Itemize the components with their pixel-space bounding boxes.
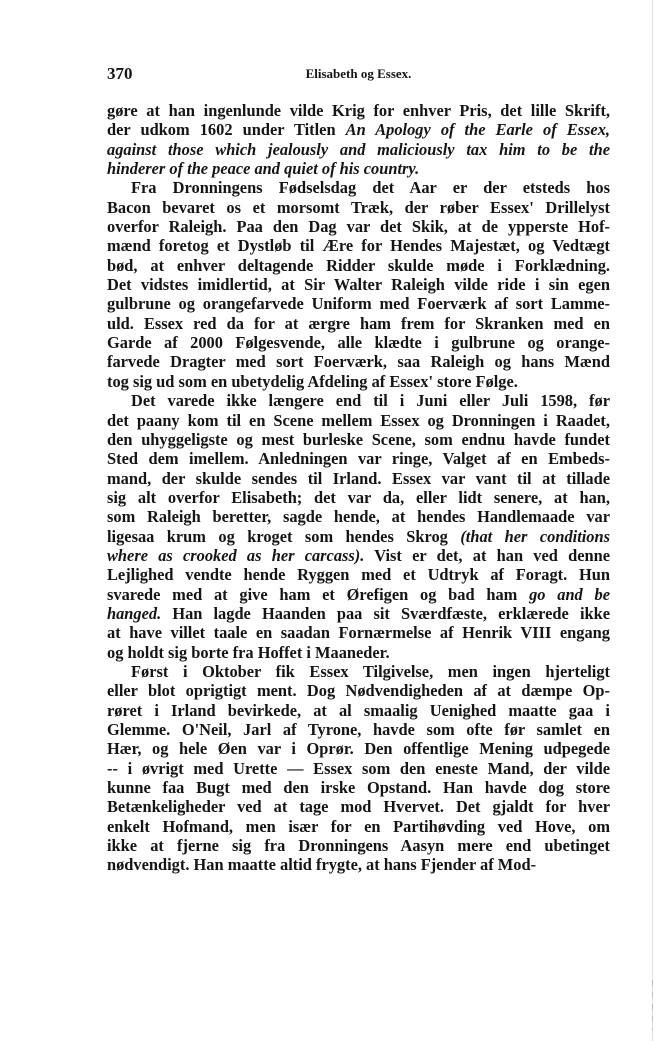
text-line — [107, 101, 610, 120]
text-run: gøre at han ingenlunde vilde Krig for enhver Pris, det lille Skrift, — [107, 101, 610, 120]
text-line — [107, 294, 610, 313]
text-line — [107, 275, 610, 294]
text-run: svarede med at give ham et Ørefigen og bad ham — [107, 584, 530, 604]
text-run: at have villet taale en saadan Fornærmelse af Henrik VIII engang — [107, 623, 610, 643]
text-run: tog sig ud som en ubetydelig Afdeling af Essex' store Følge. — [107, 371, 518, 391]
text-run: Det varede ikke længere end til i Juni eller Juli 1598, før — [131, 391, 610, 411]
body-text — [107, 101, 610, 875]
page-header — [107, 64, 610, 86]
text-run: Det vidstes imidlertid, at Sir Walter Raleigh vilde ride i sin egen — [107, 275, 610, 295]
text-line — [107, 759, 610, 778]
text-line — [107, 140, 610, 159]
text-line — [107, 469, 610, 488]
text-run: farvede Dragter med sort Foerværk, saa Raleigh og hans Mænd — [107, 352, 610, 372]
text-run: Garde af 2000 Følgesvende, alle klædte i gulbrune og orange- — [107, 333, 610, 353]
text-line — [107, 643, 610, 662]
text-line — [107, 391, 610, 410]
text-run: Fra Dronningens Fødselsdag det Aar er der etsteds hos — [131, 178, 610, 198]
text-run: Han lagde Haanden paa sit Sværdfæste, erklærede ikke — [161, 603, 610, 623]
text-line — [107, 817, 610, 836]
page-number: 370 — [107, 64, 133, 83]
text-run: kunne faa Bugt med den irske Opstand. Han havde dog store — [107, 778, 610, 798]
italic-text-run: hinderer of the peace and quiet of his country. — [107, 159, 420, 179]
text-line — [107, 778, 610, 797]
italic-text-run: An Apology of the Earle of Essex, — [345, 120, 610, 140]
text-line — [107, 120, 610, 139]
text-run: og holdt sig borte fra Hoffet i Maaneder. — [107, 642, 390, 662]
text-run: sig alt overfor Elisabeth; det var da, eller lidt senere, at han, — [107, 487, 610, 507]
text-run: som Raleigh beretter, sagde hende, at hendes Handlemaade var — [107, 507, 610, 527]
text-line — [107, 159, 610, 178]
text-run: uld. Essex red da for at ærgre ham frem for Skranken med en — [107, 313, 610, 333]
text-line — [107, 546, 610, 565]
text-run: Glemme. O'Neil, Jarl af Tyrone, havde som ofte før samlet en — [107, 720, 610, 739]
text-line — [107, 701, 610, 720]
text-run: overfor Raleigh. Paa den Dag var det Skik, at de ypperste Hof- — [107, 217, 610, 237]
italic-text-run: against those which jealously and maliciously tax him to be the — [107, 139, 610, 159]
text-run: mænd foretog et Dystløb til Ære for Hendes Majestæt, og Vedtægt — [107, 236, 610, 256]
text-line — [107, 236, 610, 255]
text-line — [107, 720, 610, 739]
italic-text-run: where as crooked as her carcass). — [107, 545, 365, 565]
text-run: røret i Irland bevirkede, at al smaalig Uenighed maatte gaa i — [107, 700, 610, 720]
text-line — [107, 314, 610, 333]
text-run: gulbrune og orangefarvede Uniform med Foerværk af sort Lamme- — [107, 294, 610, 314]
text-run: Hær, og hele Øen var i Oprør. Den offentlige Mening udpegede — [107, 739, 610, 759]
text-line — [107, 411, 610, 430]
italic-text-run: (that her conditions — [460, 526, 610, 546]
text-run: der udkom 1602 under Titlen — [107, 120, 346, 140]
text-line — [107, 352, 610, 371]
text-run: Bacon bevaret os et morsomt Træk, der røber Essex' Drillelyst — [107, 197, 610, 217]
text-line — [107, 681, 610, 700]
text-run: ikke at fjerne sig fra Dronningens Aasyn mere end ubetinget — [107, 836, 610, 856]
text-line — [107, 449, 610, 468]
text-line — [107, 256, 610, 275]
text-line — [107, 855, 610, 874]
text-run: Betænkeligheder ved at tage mod Hvervet. Det gjaldt for hver — [107, 797, 610, 817]
text-line — [107, 662, 610, 681]
text-run: -- i øvrigt med Urette — Essex som den eneste Mand, der vilde — [107, 758, 610, 778]
text-run: eller blot oprigtigt ment. Dog Nødvendigheden af at dæmpe Op- — [107, 681, 610, 701]
text-line — [107, 430, 610, 449]
text-line — [107, 585, 610, 604]
text-line — [107, 333, 610, 352]
text-line — [107, 604, 610, 623]
italic-text-run: hanged. — [107, 603, 162, 623]
text-line — [107, 797, 610, 816]
text-run: Først i Oktober fik Essex Tilgivelse, men ingen hjerteligt — [131, 661, 610, 681]
text-line — [107, 372, 610, 391]
text-run: enkelt Hofmand, men især for en Partihøvding ved Hove, om — [107, 816, 610, 836]
text-run: Sted dem imellem. Anledningen var ringe, Valget af en Embeds- — [107, 449, 610, 469]
text-line — [107, 739, 610, 758]
text-run: det paany kom til en Scene mellem Essex og Dronningen i Raadet, — [107, 410, 610, 430]
text-run: bød, at enhver deltagende Ridder skulde møde i Forklædning. — [107, 255, 610, 275]
text-run: den uhyggeligste og mest burleske Scene, som endnu havde fundet — [107, 429, 610, 449]
text-line — [107, 565, 610, 584]
text-run: nødvendigt. Han maatte altid frygte, at hans Fjender af Mod- — [107, 855, 537, 875]
text-run: ligesaa krum og kroget som hendes Skrog — [107, 526, 461, 546]
text-line — [107, 178, 610, 197]
text-line — [107, 623, 610, 642]
text-line — [107, 198, 610, 217]
text-run: Lejlighed vendte hende Ryggen med et Udtryk af Foragt. Hun — [107, 565, 610, 585]
text-line — [107, 507, 610, 526]
text-line — [107, 488, 610, 507]
text-line — [107, 527, 610, 546]
running-head: Elisabeth og Essex. — [305, 66, 412, 81]
page-edge-rule — [652, 0, 653, 1041]
text-line — [107, 836, 610, 855]
italic-text-run: go and be — [529, 584, 610, 604]
page-edge-dash — [652, 980, 653, 1030]
text-run: mand, der skulde sendes til Irland. Essex var vant til at tillade — [107, 468, 610, 488]
text-line — [107, 217, 610, 236]
text-run: Vist er det, at han ved denne — [364, 545, 610, 565]
